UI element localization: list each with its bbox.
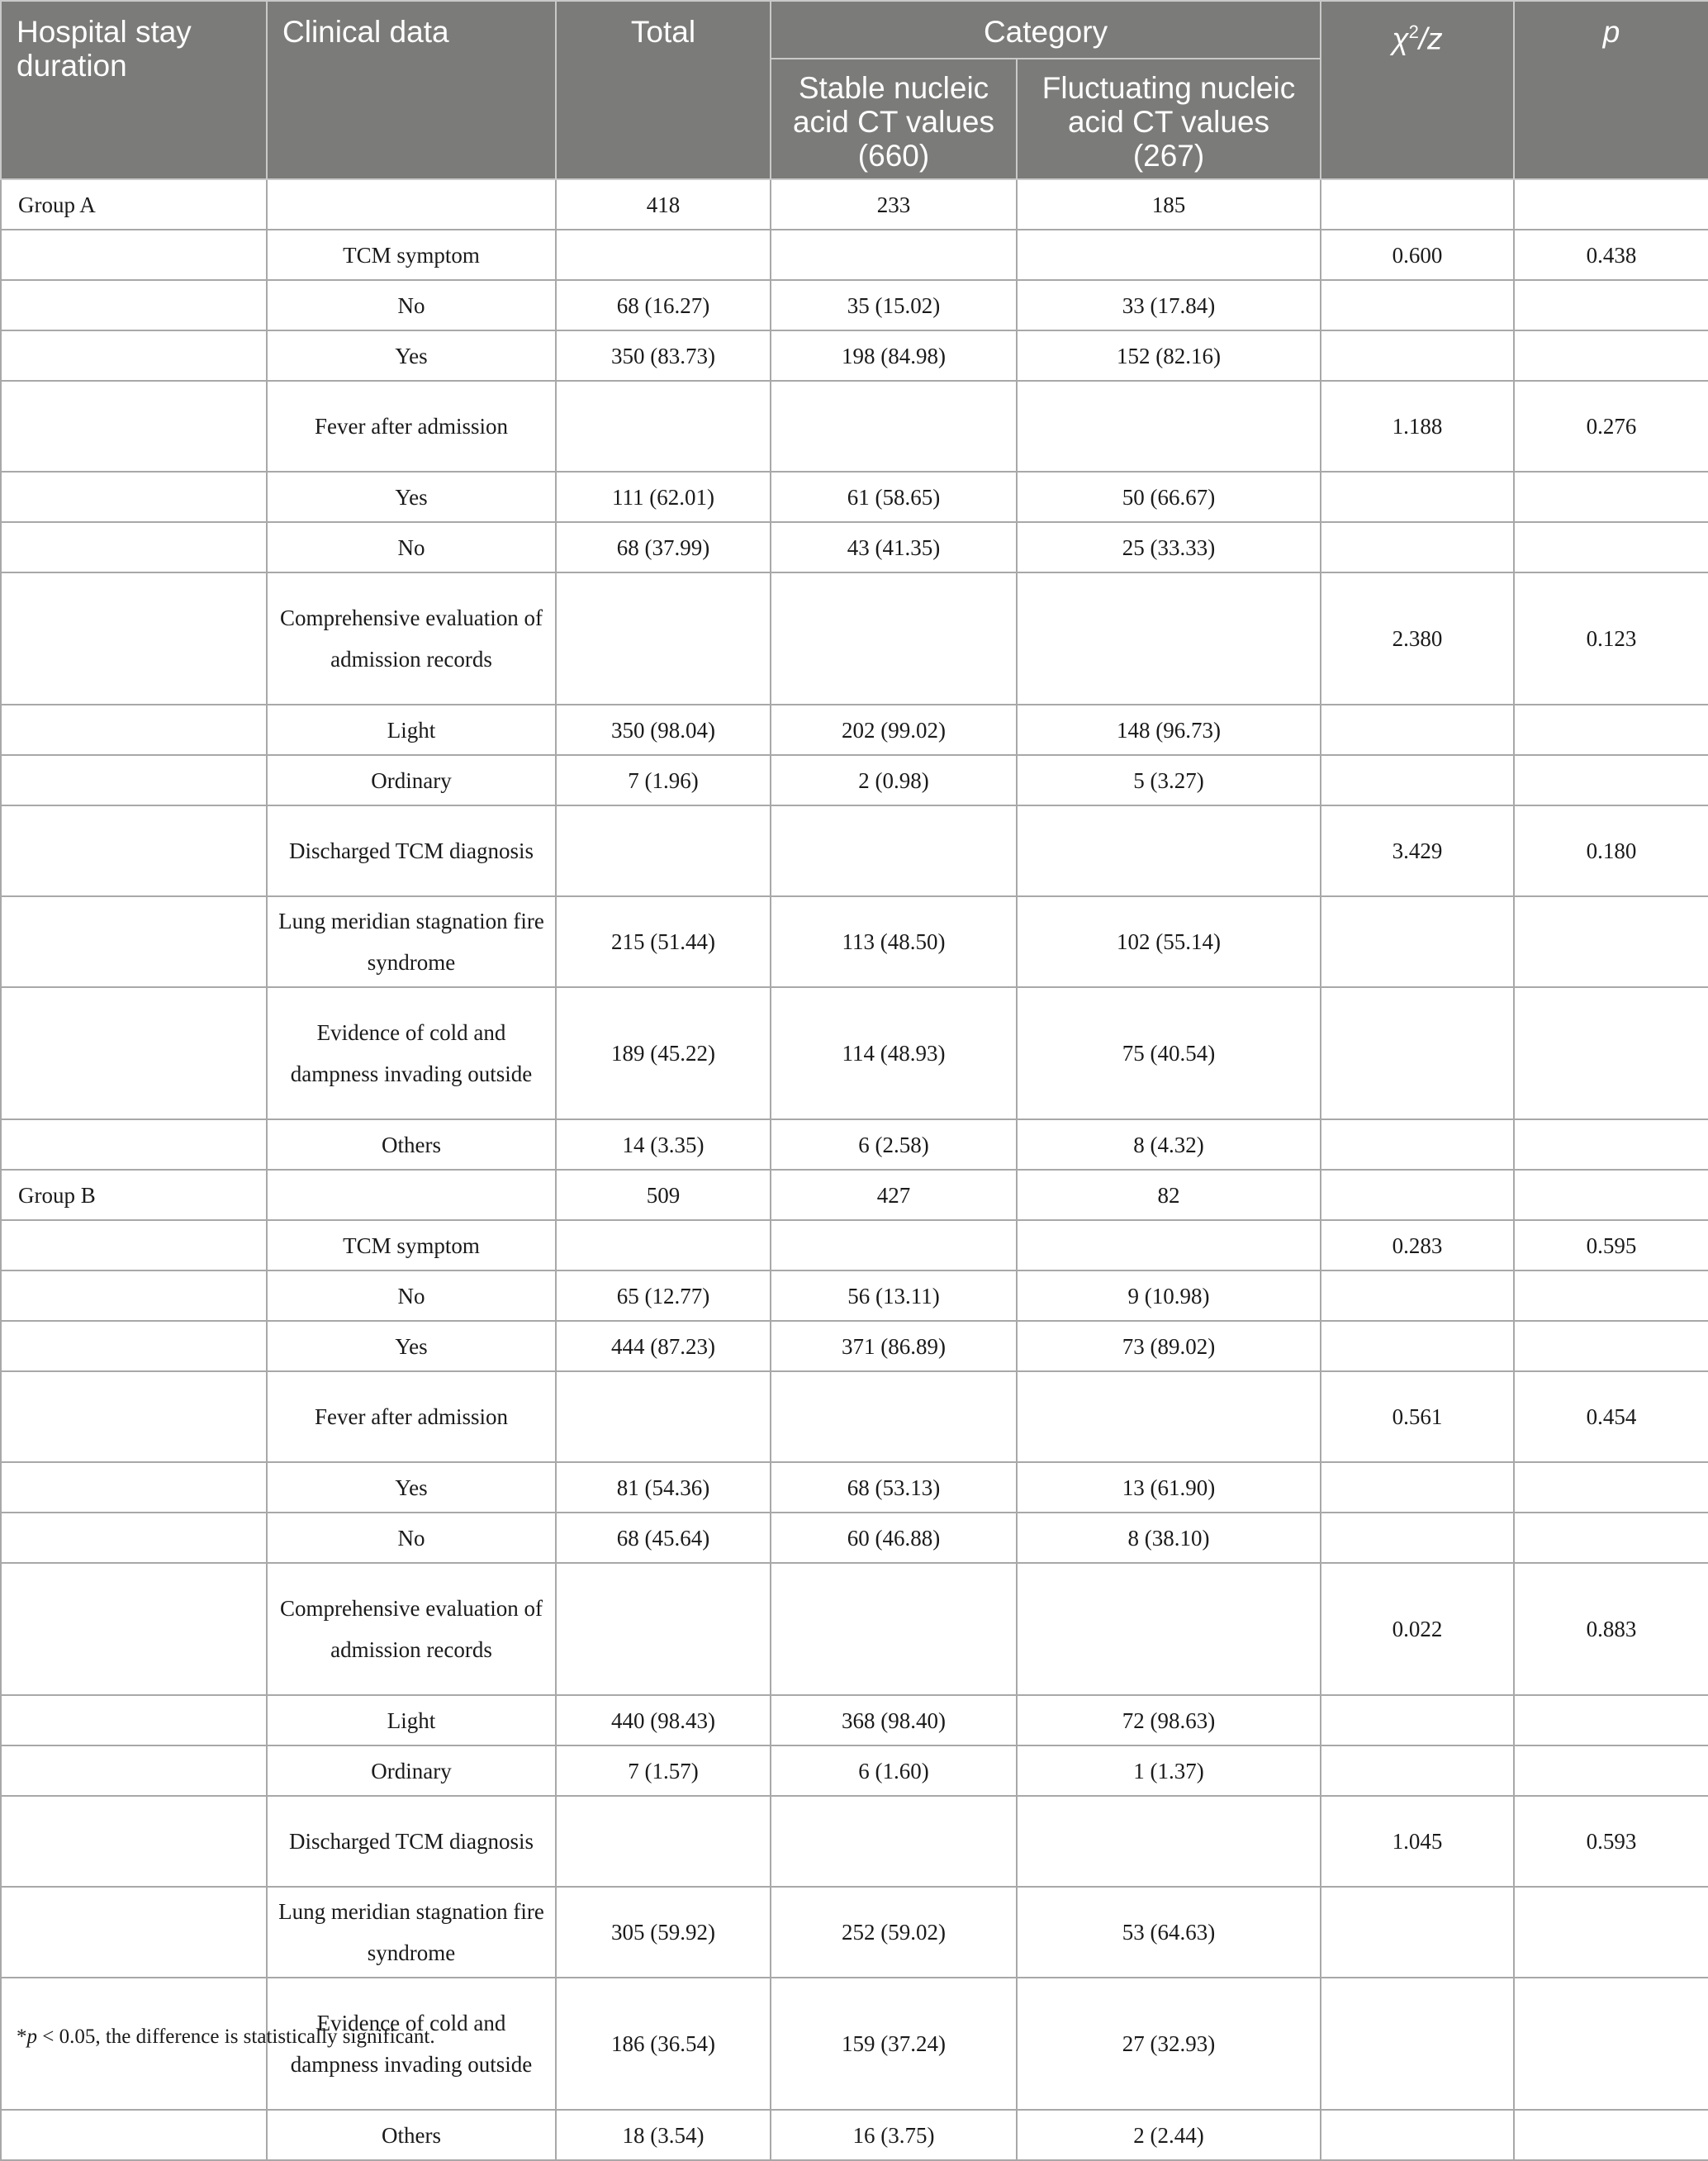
table-cell (1514, 1462, 1708, 1513)
table-cell (1321, 2110, 1514, 2160)
table-cell (1321, 1695, 1514, 1745)
table-cell: Evidence of cold and dampness invading outside (267, 987, 556, 1119)
table-cell (1, 705, 267, 755)
table-cell: 72 (98.63) (1017, 1695, 1321, 1745)
table-cell (1321, 1119, 1514, 1170)
table-row (1, 1513, 1708, 1563)
table-cell (1514, 1321, 1708, 1371)
table-cell: 60 (46.88) (771, 1513, 1017, 1563)
table-cell: 0.123 (1514, 572, 1708, 705)
table-body (1, 179, 1708, 2160)
table-cell (556, 572, 771, 705)
table-cell: 186 (36.54) (556, 1978, 771, 2110)
table-cell: 6 (2.58) (771, 1119, 1017, 1170)
table-cell: 68 (37.99) (556, 522, 771, 572)
table-cell: 350 (83.73) (556, 330, 771, 381)
table-cell: Fever after admission (267, 381, 556, 472)
table-cell (1, 896, 267, 987)
table-cell (1321, 705, 1514, 755)
table-cell: 0.454 (1514, 1371, 1708, 1462)
table-cell: TCM symptom (267, 1220, 556, 1270)
table-cell (556, 230, 771, 280)
table-row (1, 1796, 1708, 1887)
table-cell (771, 1371, 1017, 1462)
table-cell: 18 (3.54) (556, 2110, 771, 2160)
table-cell: 16 (3.75) (771, 2110, 1017, 2160)
table-cell (1514, 1695, 1708, 1745)
footnote-text: < 0.05, the difference is statistically significant. (37, 2026, 435, 2048)
table-cell (1514, 1119, 1708, 1170)
table-cell: 102 (55.14) (1017, 896, 1321, 987)
table-cell (1, 1371, 267, 1462)
table-cell (1514, 1887, 1708, 1978)
table-cell (1514, 755, 1708, 805)
footnote-p: p (26, 2026, 37, 2048)
table-cell: Others (267, 1119, 556, 1170)
table-cell: 3.429 (1321, 805, 1514, 896)
table-cell: 0.180 (1514, 805, 1708, 896)
table-cell: 368 (98.40) (771, 1695, 1017, 1745)
table-cell: 1.045 (1321, 1796, 1514, 1887)
footnote-mark: * (17, 2026, 27, 2048)
table-cell (1017, 230, 1321, 280)
table-cell (1017, 1371, 1321, 1462)
table-cell: 33 (17.84) (1017, 280, 1321, 330)
table-cell: 5 (3.27) (1017, 755, 1321, 805)
table-cell: 2 (0.98) (771, 755, 1017, 805)
table-row (1, 1270, 1708, 1321)
table-cell: 0.022 (1321, 1563, 1514, 1695)
table-cell (771, 1796, 1017, 1887)
table-cell: 2 (2.44) (1017, 2110, 1321, 2160)
table-cell (1514, 1978, 1708, 2110)
table-row (1, 179, 1708, 230)
table-row (1, 1462, 1708, 1513)
table-cell: 68 (45.64) (556, 1513, 771, 1563)
table-cell (1514, 280, 1708, 330)
table-cell: 1.188 (1321, 381, 1514, 472)
table-cell (1, 230, 267, 280)
table-cell (1, 1563, 267, 1695)
table-cell: 148 (96.73) (1017, 705, 1321, 755)
table-cell (1, 280, 267, 330)
table-cell (771, 1220, 1017, 1270)
table-cell: 305 (59.92) (556, 1887, 771, 1978)
table-cell (1, 987, 267, 1119)
table-cell (1, 472, 267, 522)
table-cell (1, 755, 267, 805)
table-cell: 418 (556, 179, 771, 230)
table-cell (1514, 1513, 1708, 1563)
table-cell (556, 1563, 771, 1695)
header-total: Total (556, 1, 771, 179)
table-cell: Fever after admission (267, 1371, 556, 1462)
table-cell (1017, 381, 1321, 472)
chi-rest: /z (1418, 21, 1443, 56)
table-cell: 81 (54.36) (556, 1462, 771, 1513)
table-cell (1514, 522, 1708, 572)
table-row (1, 1563, 1708, 1695)
table-cell: 9 (10.98) (1017, 1270, 1321, 1321)
table-cell (1, 805, 267, 896)
table-cell: 152 (82.16) (1017, 330, 1321, 381)
table-cell: Yes (267, 472, 556, 522)
table-cell: 50 (66.67) (1017, 472, 1321, 522)
table-cell: 68 (16.27) (556, 280, 771, 330)
table-cell: Group B (1, 1170, 267, 1220)
table-cell (1, 522, 267, 572)
table-cell: 53 (64.63) (1017, 1887, 1321, 1978)
table-cell (1514, 330, 1708, 381)
table-row (1, 1119, 1708, 1170)
table-cell: 202 (99.02) (771, 705, 1017, 755)
table-cell (1514, 1270, 1708, 1321)
table-cell (1321, 179, 1514, 230)
chi-symbol: χ (1392, 21, 1409, 56)
table-cell (1514, 1745, 1708, 1796)
table-cell: 61 (58.65) (771, 472, 1017, 522)
table-cell (556, 381, 771, 472)
table-cell: 2.380 (1321, 572, 1514, 705)
table-cell (1321, 1513, 1514, 1563)
table-cell: 0.595 (1514, 1220, 1708, 1270)
table-cell: 35 (15.02) (771, 280, 1017, 330)
table-cell (1, 1887, 267, 1978)
table-cell (1514, 987, 1708, 1119)
table-cell: Yes (267, 330, 556, 381)
table-cell: 25 (33.33) (1017, 522, 1321, 572)
table-cell: 233 (771, 179, 1017, 230)
table-cell: Yes (267, 1321, 556, 1371)
table-cell: 82 (1017, 1170, 1321, 1220)
table-row (1, 805, 1708, 896)
header-hospital-stay-duration: Hospital stay duration (1, 1, 267, 179)
table-cell (1, 1796, 267, 1887)
table-cell (1514, 179, 1708, 230)
table-cell (1321, 472, 1514, 522)
table-cell: 0.438 (1514, 230, 1708, 280)
table-cell: Discharged TCM diagnosis (267, 805, 556, 896)
table-cell (1, 1745, 267, 1796)
table-row (1, 381, 1708, 472)
table-cell: 68 (53.13) (771, 1462, 1017, 1513)
table-cell: 0.600 (1321, 230, 1514, 280)
table-cell (1321, 1745, 1514, 1796)
table-cell (1, 330, 267, 381)
table-cell: 114 (48.93) (771, 987, 1017, 1119)
table-cell (1321, 1270, 1514, 1321)
header-p-value (1514, 1, 1708, 179)
table-row (1, 572, 1708, 705)
table-row (1, 1887, 1708, 1978)
table-row (1, 1220, 1708, 1270)
table-cell: 75 (40.54) (1017, 987, 1321, 1119)
table-row (1, 755, 1708, 805)
table-cell (1, 1513, 267, 1563)
table-cell: 198 (84.98) (771, 330, 1017, 381)
table-cell: Yes (267, 1462, 556, 1513)
table-cell: Comprehensive evaluation of admission records (267, 572, 556, 705)
table-cell (1, 1462, 267, 1513)
table-cell (1017, 805, 1321, 896)
table-row (1, 705, 1708, 755)
table-cell (1, 1321, 267, 1371)
table-cell: TCM symptom (267, 230, 556, 280)
table-cell: 0.883 (1514, 1563, 1708, 1695)
table-row (1, 330, 1708, 381)
table-cell: 8 (38.10) (1017, 1513, 1321, 1563)
table-cell: 350 (98.04) (556, 705, 771, 755)
table-cell (771, 572, 1017, 705)
table-cell (1, 2110, 267, 2160)
table-cell (1017, 1563, 1321, 1695)
table-cell: 7 (1.96) (556, 755, 771, 805)
header-clinical-data: Clinical data (267, 1, 556, 179)
table-row (1, 1371, 1708, 1462)
table-cell (1017, 1220, 1321, 1270)
table-row (1, 1695, 1708, 1745)
table-cell (1514, 2110, 1708, 2160)
header-stable: Stable nucleic acid CT values (660) (771, 59, 1017, 179)
table-cell (556, 1220, 771, 1270)
table-cell: No (267, 1513, 556, 1563)
table-cell (556, 805, 771, 896)
table-cell: Comprehensive evaluation of admission records (267, 1563, 556, 1695)
table-cell (771, 381, 1017, 472)
table-cell (1017, 1796, 1321, 1887)
table-cell (1321, 1887, 1514, 1978)
table-cell: Discharged TCM diagnosis (267, 1796, 556, 1887)
table-row (1, 522, 1708, 572)
table-cell: Ordinary (267, 1745, 556, 1796)
table-cell: Ordinary (267, 755, 556, 805)
table-cell: No (267, 522, 556, 572)
table-cell: No (267, 1270, 556, 1321)
table-cell: 159 (37.24) (771, 1978, 1017, 2110)
table-cell (1321, 896, 1514, 987)
table-cell (1, 1695, 267, 1745)
table-cell: Group A (1, 179, 267, 230)
table-cell (1321, 280, 1514, 330)
table-cell (1514, 472, 1708, 522)
table-row (1, 472, 1708, 522)
table-cell (556, 1371, 771, 1462)
table-cell (1, 1119, 267, 1170)
table-cell: 7 (1.57) (556, 1745, 771, 1796)
table-cell: 215 (51.44) (556, 896, 771, 987)
table-cell (1321, 755, 1514, 805)
table-cell (1321, 1321, 1514, 1371)
table-cell: Light (267, 705, 556, 755)
table-row (1, 230, 1708, 280)
table-cell: 185 (1017, 179, 1321, 230)
table-cell (1321, 330, 1514, 381)
table-row (1, 1321, 1708, 1371)
table-cell: 0.561 (1321, 1371, 1514, 1462)
table-cell (1321, 987, 1514, 1119)
table-cell: 0.593 (1514, 1796, 1708, 1887)
table-cell: 14 (3.35) (556, 1119, 771, 1170)
table-cell (1321, 1170, 1514, 1220)
table-cell: 56 (13.11) (771, 1270, 1017, 1321)
table-cell (771, 230, 1017, 280)
footnote (17, 2026, 435, 2049)
table-cell: Light (267, 1695, 556, 1745)
table-cell: 6 (1.60) (771, 1745, 1017, 1796)
table-cell: 0.276 (1514, 381, 1708, 472)
table-cell: 65 (12.77) (556, 1270, 771, 1321)
table-cell: 189 (45.22) (556, 987, 771, 1119)
table-row (1, 280, 1708, 330)
header-row-1 (1, 1, 1708, 59)
table-cell (556, 1796, 771, 1887)
table-cell: 13 (61.90) (1017, 1462, 1321, 1513)
table-cell (1321, 1978, 1514, 2110)
table-header (1, 1, 1708, 179)
table-cell (1, 572, 267, 705)
table-cell: 444 (87.23) (556, 1321, 771, 1371)
table-cell: 1 (1.37) (1017, 1745, 1321, 1796)
table-cell: 371 (86.89) (771, 1321, 1017, 1371)
table-cell (1321, 1462, 1514, 1513)
table-cell: 0.283 (1321, 1220, 1514, 1270)
header-fluctuating: Fluctuating nucleic acid CT values (267) (1017, 59, 1321, 179)
table-row (1, 1745, 1708, 1796)
table-cell: No (267, 280, 556, 330)
table-cell (1, 1270, 267, 1321)
table-cell (267, 1170, 556, 1220)
table-cell (1017, 572, 1321, 705)
table-row (1, 1170, 1708, 1220)
header-category: Category (771, 1, 1321, 59)
table-cell: 113 (48.50) (771, 896, 1017, 987)
header-chi-square (1321, 1, 1514, 179)
chi-superscript: 2 (1408, 21, 1419, 42)
table-row (1, 987, 1708, 1119)
table-row (1, 896, 1708, 987)
table-cell: 8 (4.32) (1017, 1119, 1321, 1170)
table-row (1, 2110, 1708, 2160)
p-symbol: p (1602, 15, 1620, 49)
table-cell: 73 (89.02) (1017, 1321, 1321, 1371)
table-cell: 111 (62.01) (556, 472, 771, 522)
table-cell (267, 179, 556, 230)
table-cell: 509 (556, 1170, 771, 1220)
table-cell (1514, 896, 1708, 987)
table-cell: Lung meridian stagnation fire syndrome (267, 1887, 556, 1978)
table-cell: 43 (41.35) (771, 522, 1017, 572)
table-cell (1321, 522, 1514, 572)
table-cell (1514, 705, 1708, 755)
table-cell: Others (267, 2110, 556, 2160)
table-cell: Lung meridian stagnation fire syndrome (267, 896, 556, 987)
table-cell (1, 1220, 267, 1270)
table-cell: 252 (59.02) (771, 1887, 1017, 1978)
table-cell: 427 (771, 1170, 1017, 1220)
table-cell: 440 (98.43) (556, 1695, 771, 1745)
table-cell (771, 805, 1017, 896)
table-cell: Evidence of cold and dampness invading outside (267, 1978, 556, 2110)
table-cell (1514, 1170, 1708, 1220)
table-cell: 27 (32.93) (1017, 1978, 1321, 2110)
table-cell (1, 381, 267, 472)
table-cell (771, 1563, 1017, 1695)
